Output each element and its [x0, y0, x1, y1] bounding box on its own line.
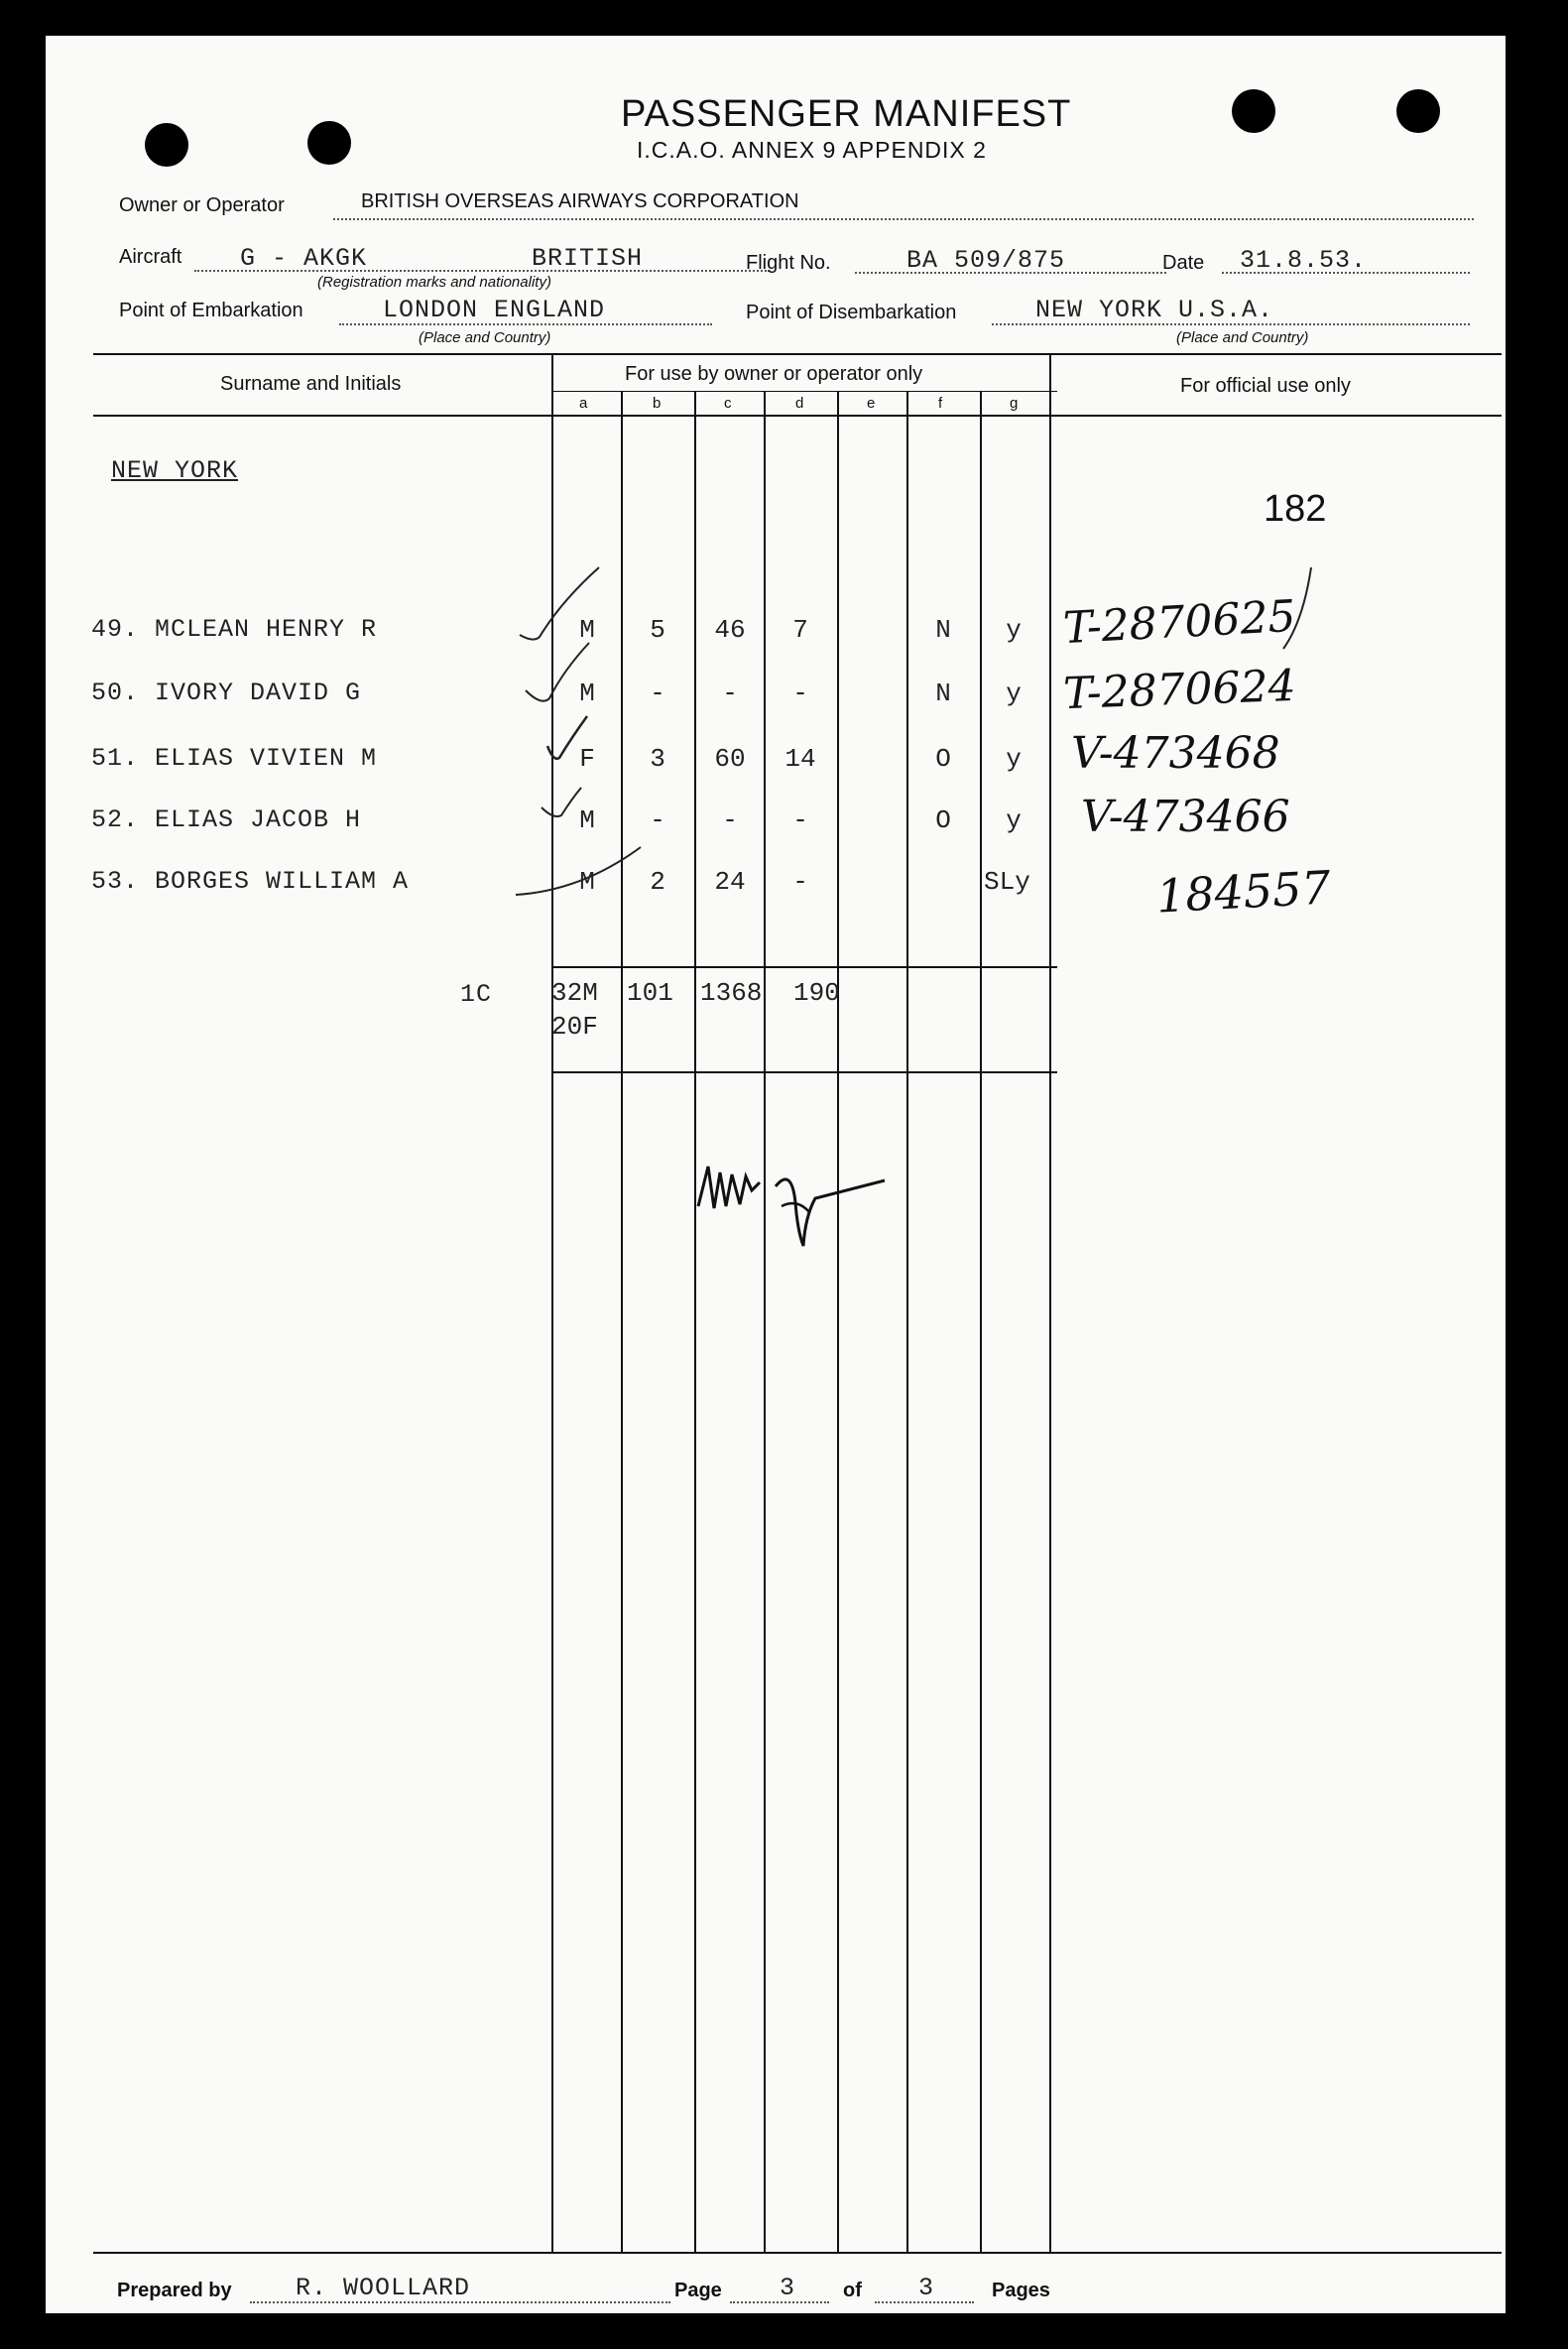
cell-g: SLy: [984, 867, 1030, 897]
prepared-by-value: R. WOOLLARD: [296, 2274, 471, 2302]
column-c-header: c: [724, 395, 732, 412]
official-number: T-2870625: [1061, 590, 1297, 655]
aircraft-registration: G - AKGK: [240, 244, 368, 273]
cell-c: 60: [714, 744, 746, 774]
of-label: of: [843, 2280, 862, 2301]
aircraft-label: Aircraft: [119, 246, 182, 268]
cell-b: 3: [650, 744, 665, 774]
disembarkation-label: Point of Disembarkation: [746, 302, 957, 323]
cell-a: M: [579, 679, 595, 708]
owner-value: BRITISH OVERSEAS AIRWAYS CORPORATION: [361, 190, 799, 212]
passenger-name: 52. ELIAS JACOB H: [91, 805, 362, 834]
cell-f: O: [935, 744, 951, 774]
cell-c: 24: [714, 867, 746, 897]
cell-c: -: [722, 805, 738, 835]
disembarkation-note: (Place and Country): [1176, 329, 1309, 346]
check-mark: [542, 788, 581, 816]
owner-use-header: For use by owner or operator only: [625, 363, 923, 385]
cell-b: 5: [650, 615, 665, 645]
date-label: Date: [1162, 252, 1205, 274]
total-pages: 3: [918, 2274, 935, 2302]
cell-a: M: [579, 805, 595, 835]
date-value: 31.8.53.: [1240, 246, 1368, 275]
totals-b: 101: [627, 978, 673, 1008]
check-mark: [547, 716, 587, 759]
footer-rule: [93, 2252, 1502, 2254]
disembarkation-value: NEW YORK U.S.A.: [1035, 296, 1274, 324]
cell-a: M: [579, 867, 595, 897]
official-number: V-473468: [1071, 728, 1280, 779]
official-number: 184557: [1154, 860, 1332, 924]
official-tick: [1283, 567, 1311, 649]
cell-a: F: [579, 744, 595, 774]
cell-c: -: [722, 679, 738, 708]
cell-g: y: [1006, 679, 1022, 708]
passenger-name: 53. BORGES WILLIAM A: [91, 867, 410, 896]
cell-d: 7: [792, 615, 808, 645]
section-heading: NEW YORK: [111, 456, 239, 485]
strike-mark: [516, 847, 641, 895]
passenger-name: 50. IVORY DAVID G: [91, 679, 362, 707]
passenger-name: 49. MCLEAN HENRY R: [91, 615, 378, 644]
column-f-header: f: [938, 395, 943, 412]
cell-f: N: [935, 615, 951, 645]
surname-header: Surname and Initials: [220, 373, 402, 395]
official-number: T-2870624: [1062, 660, 1297, 720]
cell-c: 46: [714, 615, 746, 645]
check-marks: [46, 36, 1506, 1028]
passenger-name: 51. ELIAS VIVIEN M: [91, 744, 378, 773]
cell-d: -: [792, 867, 808, 897]
flight-value: BA 509/875: [906, 246, 1066, 275]
cell-f: N: [935, 679, 951, 708]
signature: [686, 1147, 905, 1256]
page-label: Page: [674, 2280, 722, 2301]
manifest-sheet: [46, 36, 1506, 2313]
prepared-dotted-line: [250, 2301, 670, 2303]
pages-label: Pages: [992, 2280, 1050, 2301]
page-number: 3: [780, 2274, 796, 2302]
column-a-header: a: [579, 395, 588, 412]
page-stamp: 182: [1264, 488, 1327, 530]
aircraft-note: (Registration marks and nationality): [317, 274, 551, 291]
cell-g: y: [1006, 805, 1022, 835]
column-g-header: g: [1010, 395, 1019, 412]
cell-g: y: [1006, 744, 1022, 774]
check-mark: [526, 643, 589, 701]
totals-d: 190: [793, 978, 840, 1008]
cell-f: O: [935, 805, 951, 835]
embarkation-label: Point of Embarkation: [119, 300, 303, 321]
cell-b: -: [650, 805, 665, 835]
flight-label: Flight No.: [746, 252, 831, 274]
official-number: V-473466: [1081, 792, 1290, 842]
totals-a-male: 32M: [551, 978, 598, 1008]
embarkation-value: LONDON ENGLAND: [383, 296, 606, 324]
check-mark: [520, 567, 599, 640]
cell-b: -: [650, 679, 665, 708]
aircraft-nationality: BRITISH: [532, 244, 644, 273]
cell-b: 2: [650, 867, 665, 897]
prepared-by-label: Prepared by: [117, 2280, 232, 2301]
page-title: PASSENGER MANIFEST: [621, 93, 1072, 135]
of-dotted-line: [875, 2301, 974, 2303]
page-subtitle: I.C.A.O. ANNEX 9 APPENDIX 2: [637, 137, 987, 163]
column-e-header: e: [867, 395, 876, 412]
embarkation-note: (Place and Country): [419, 329, 551, 346]
column-d-header: d: [795, 395, 804, 412]
cell-d: -: [792, 679, 808, 708]
totals-c: 1368: [700, 978, 763, 1008]
official-use-header: For official use only: [1180, 375, 1351, 397]
totals-a-female: 20F: [551, 1012, 598, 1042]
totals-label: 1C: [460, 980, 493, 1009]
owner-label: Owner or Operator: [119, 194, 285, 216]
cell-a: M: [579, 615, 595, 645]
cell-d: -: [792, 805, 808, 835]
page-dotted-line: [730, 2301, 829, 2303]
cell-d: 14: [784, 744, 816, 774]
column-b-header: b: [653, 395, 662, 412]
cell-g: y: [1006, 615, 1022, 645]
